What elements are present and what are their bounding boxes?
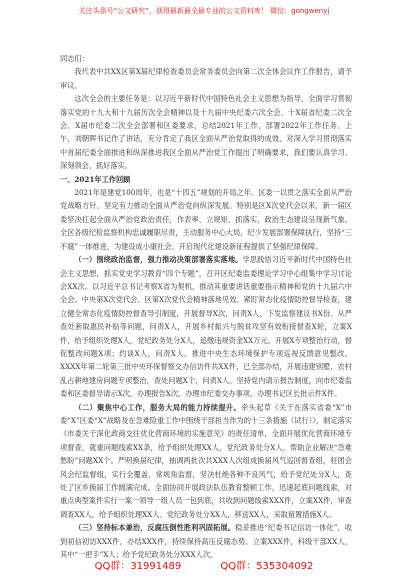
intro-paragraph-1: 我代表中共XX区第X届纪律检查委员会常务委员会向第二次全体会议作工作报告，请予审议。 (60, 67, 352, 90)
top-banner: 关注头条号“公文研究”，获得最新最全最专业的公文资料库！ 微信：gongwenyj (78, 7, 330, 15)
intro-paragraph-2: 这次全会的主要任务是：以习近平新时代中国特色社会主义思想为指导，全面学习贯彻落实党的十九大和十九届历次全会精神以及十九届中央纪委六次全会、十X届省纪委二次全会、X届市纪委二次全会部署和区委要求，总结2021年工作，部署2022年工作任务。上午，刘朝晖书记作了讲话，充分肯定了我区全面从严治党取得的成效，对深入学习贯彻落实中首届纪委全面推进和纵深推进我区全面从严治党工作提出了明确要求，我们要认真学习、深刻领会、抓好落实。 (60, 94, 352, 171)
subsection-1-body: 学思践悟习近平新时代中国特色社会主义思想，抓实党史学习教育“四个专题”，召开区纪委监委理论学习中心组集中学习讨论会XX次。以习近平总书记考察X省为契机，推动其重要讲话重要指示精神和党的十九届六中全会、中央第X次党代会、区第X次党代会精神落地见效。紧盯常态化疫情防控督导检查，建立健全常态化疫情防控督查导引制度，开展督导X次，问责X人，下发监察建议书X份。从严查处套取惠民补贴等问题，问责X人，开展乡村振兴与脱贫攻坚有效衔接督查X轮，立案X件，给予组织处理X人，党纪政务处分X人，追缴违规资金XX万元。开展X专项整治行动，督促整改问题X项；约谈X人，问责X人。推进中央生态环境保护专项巡视反馈意见整改，XXXX年第二轮第三批中央环保督察交办信访件共XX件，已全部办结，开展违建别墅、农村乱占耕地建房问题专项整治，查处问题X个，问责X人。坚持党内请示报告制度，向市纪委监委和区委督导请示X次，办理报告X次，办理市纪委交办事项，办理书记区长批示件X件。 (60, 255, 352, 399)
qq-group-1: QQ群：31991489 (94, 561, 182, 572)
greeting: 同志们： (60, 54, 89, 63)
subsection-3-body: 稳妥推进“纪委书记信访一体化”，收到初信初访XXX件，办结XXX件，持续保持高压反腐态势。立案XXX件，科级干部XX人，其中“一把手”X人；给予党纪政务处分XXX人次， (60, 523, 352, 560)
document-body (60, 52, 352, 561)
subsection-3 (60, 521, 352, 561)
subsection-1 (60, 253, 352, 400)
footer-contact (0, 560, 408, 574)
qq-group-2: QQ群：535304092 (220, 561, 314, 572)
subsection-3-title: （三）坚持标本兼治，反腐压倒性胜利巩固拓展。 (74, 523, 236, 533)
subsection-1-title: （一）围绕政治监督，强力推动决策部署落实落地。 (74, 255, 243, 265)
review-paragraph: 2021年是建党100周年，也是“十四五”规划的开局之年。区委一以贯之落实全面从严治党战略方针，坚定有力推动全面从严治党向纵深发展。特别是区X次党代会以来，新一届区委坚决扛起全面从严治党政治责任，作表率、立规矩、抓落实，政治生态建设呈现新气象。全区各级纪检监察机构忠诚履职尽责，主动服务中心大局，纪少发展部署保障执行，坚持“三不腐”一体推进，为建设成小康社会、开启现代化建设新征程提供了坚强纪律保障。 (60, 188, 352, 251)
subsection-2 (60, 401, 352, 522)
subsection-2-title: （二）聚焦中心工作，服务大局的能力持续提升。 (74, 402, 242, 412)
section-heading: 一、2021年工作回顾 (60, 174, 131, 184)
subsection-2-body: 牵头起草《关于在落实省委“X”市委“X”区委“X”战略及在急难险重工作中围绕干部担当作为的十三条措施（试行）》，制定落实《市委关于深化政商交往优化营商环境的实施意见》的责任清单，全面开展优化营商环境专项督查，就重问题线索XX条，给予组织处理XX人，党纪政务处分X人，帮助企业解决“急难愁盼”问题XX个。严明换届纪律，抽调两批次共XXX人次组成换届风气巡回督查组，驻团会风会纪监督组，实行全覆盖、常规角监督，坚决杜绝各种不良风气，给予党纪处分X人，查处了区乡换届工作圆满完成。全面协同开展政法队伍教育整顿工作，迅速起底问题线索，对重点典型案件实行一案一领导一组人员一包到底，共收到问题线索XXX件，立案XX件，审查调查XX人，给予组织处理XX人、党纪政务处分XX人，移送XX人，采取留置措施X人。 (60, 402, 352, 519)
